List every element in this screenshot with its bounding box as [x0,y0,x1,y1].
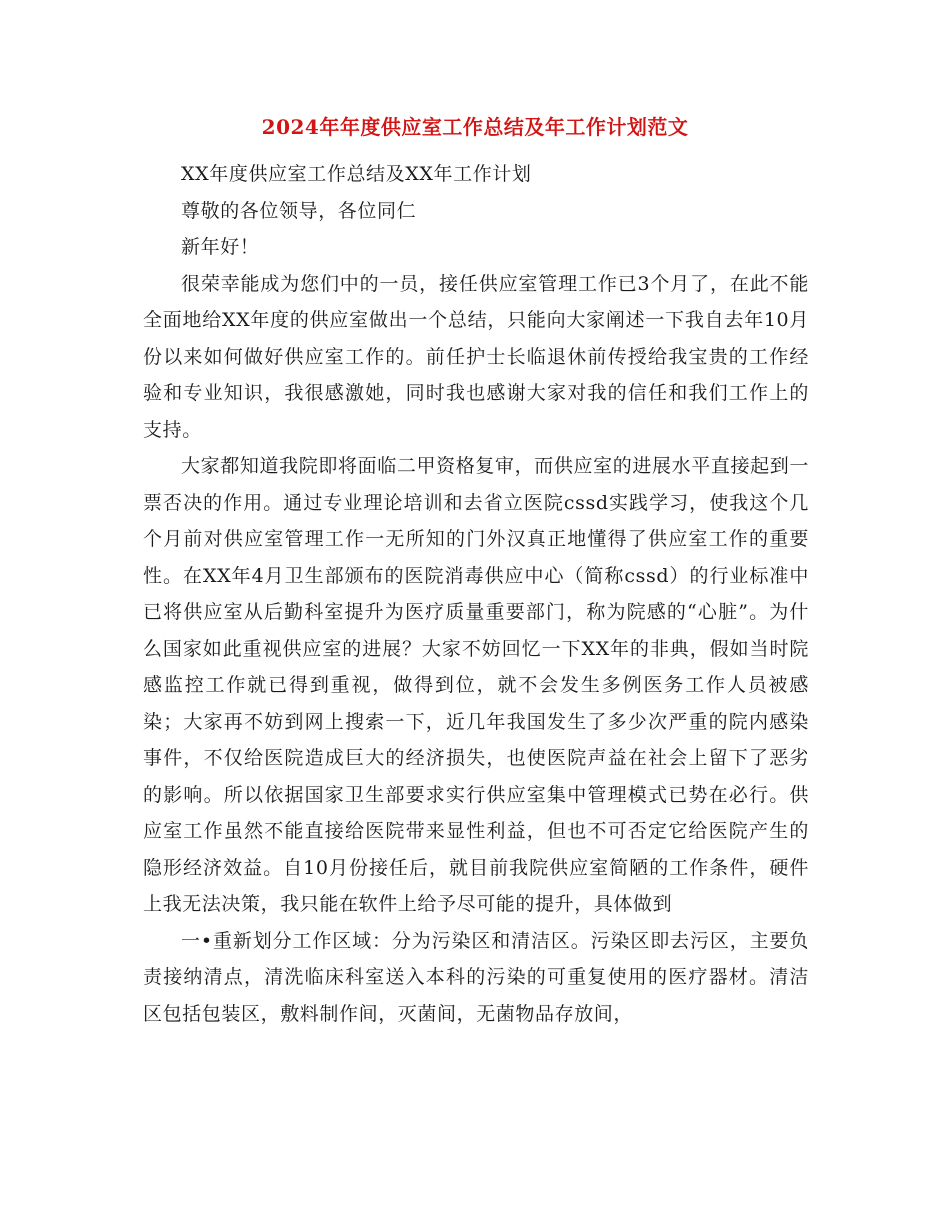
document-body [143,156,809,1032]
document-title: 2024年年度供应室工作总结及年工作计划范文 [261,115,689,139]
paragraph-greeting: 新年好！ [181,236,260,258]
paragraph-main-body: 大家都知道我院即将面临二甲资格复审，而供应室的进展水平直接起到一票否决的作用。通过专业理论培训和去省立医院cssd实践学习，使我这个几个月前对供应室管理工作一无所知的门外汉真正地懂得了供应室工作的重要性。在XX年4月卫生部颁布的医院消毒供应中心（简称cssd）的行业标准中已将供应室从后勤科室提升为医疗质量重要部门，称为院感的“心脏”。为什么国家如此重视供应室的进展？大家不妨回忆一下XX年的非典，假如当时院感监控工作就已得到重视，做得到位，就不会发生多例医务工作人员被感染；大家再不妨到网上搜索一下，近几年我国发生了多少次严重的院内感染事件，不仅给医院造成巨大的经济损失，也使医院声益在社会上留下了恶劣的影响。所以依据国家卫生部要求实行供应室集中管理模式已势在必行。供应室工作虽然不能直接给医院带来显性利益，但也不可否定它给医院产生的隐形经济效益。自10月份接任后，就目前我院供应室简陋的工作条件，硬件上我无法决策，我只能在软件上给予尽可能的提升，具体做到 [143,455,809,915]
paragraph-subtitle: XX年度供应室工作总结及XX年工作计划 [181,163,532,185]
paragraph-section-one: 一•重新划分工作区域：分为污染区和清洁区。污染区即去污区，主要负责接纳清点，清洗临床科室送入本科的污染的可重复使用的医疗器材。清洁区包括包装区，敷料制作间，灭菌间，无菌物品存放间， [143,929,809,1025]
paragraph-salutation: 尊敬的各位领导，各位同仁 [181,199,417,222]
paragraph-introduction: 很荣幸能成为您们中的一员，接任供应室管理工作已3个月了，在此不能全面地给XX年度的供应室做出一个总结，只能向大家阐述一下我自去年10月份以来如何做好供应室工作的。前任护士长临退休前传授给我宝贵的工作经验和专业知识，我很感激她，同时我也感谢大家对我的信任和我们工作上的支持。 [143,272,809,441]
